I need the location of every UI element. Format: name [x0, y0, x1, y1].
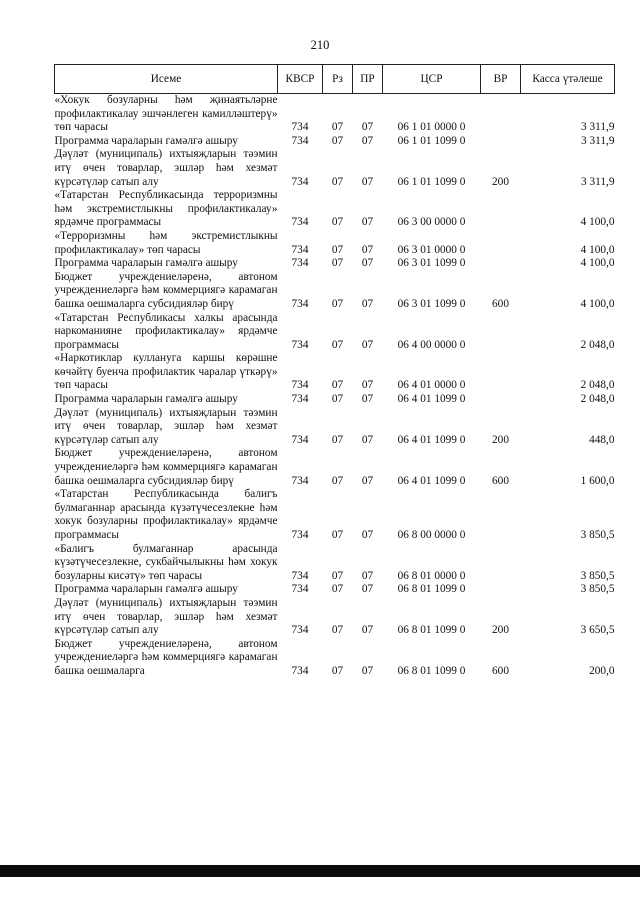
cell-name: Дәүләт (муниципаль) ихтыяҗларын тәэмин итү өчен товарлар, эшләр һәм хезмәт күрсәтүләр сатып алу: [54, 148, 278, 188]
cell-pr: 07: [361, 297, 374, 310]
table-row: [55, 230, 615, 257]
cell-amount: 3 850,5: [580, 529, 615, 541]
table-row: [55, 135, 615, 149]
cell-pr: 07: [361, 121, 374, 134]
cell-vr: [481, 393, 521, 407]
cell-vr: [481, 189, 521, 230]
table-row: [55, 271, 615, 312]
cell-kvsr: 734: [291, 175, 309, 188]
cell-name: Бюджет учреждениеләренә, автоном учреждениеләргә һәм коммерциягә карамаган башка оешмаларга субсидияләр бирү: [54, 447, 278, 487]
cell-pr: 07: [361, 257, 374, 270]
cell-rz: 07: [331, 175, 344, 188]
cell-rz: 07: [331, 216, 344, 229]
cell-csr: 06 8 01 1099 0: [397, 583, 466, 596]
cell-rz: 07: [331, 664, 344, 677]
cell-name: Дәүләт (муниципаль) ихтыяҗларын тәэмин итү өчен товарлар, эшләр һәм хезмәт күрсәтүләр сатып алу: [54, 596, 278, 637]
cell-kvsr: 734: [291, 338, 309, 351]
table-row: [55, 312, 615, 353]
cell-rz: 07: [331, 569, 344, 582]
cell-kvsr: 734: [291, 569, 309, 582]
column-header-kvsr: КВСР: [278, 65, 323, 94]
cell-amount: 448,0: [589, 433, 615, 446]
cell-csr: 06 4 01 1099 0: [397, 393, 466, 406]
column-header-name: Исеме: [55, 65, 278, 94]
cell-amount: 3 311,9: [581, 134, 615, 147]
cell-kvsr: 734: [291, 664, 309, 677]
cell-vr: 200: [492, 175, 509, 188]
table-row: [55, 638, 615, 679]
cell-pr: 07: [361, 624, 374, 637]
cell-rz: 07: [331, 243, 344, 256]
cell-vr: 200: [492, 433, 509, 446]
cell-amount: 1 600,0: [580, 474, 615, 487]
cell-name: «Татарстан Республикасында балигъ булмаганнар арасында күзәтүчесезлекне һәм хокук бозуларны профилактикалау» ярдәмче программасы: [54, 488, 278, 541]
table-row: [55, 597, 615, 638]
cell-pr: 07: [361, 583, 374, 596]
table-row: [55, 257, 615, 271]
cell-amount: 200,0: [589, 664, 615, 677]
cell-kvsr: 734: [291, 257, 309, 270]
cell-name: Программа чараларын гамәлгә ашыру: [54, 134, 238, 147]
cell-name: Бюджет учреждениеләренә, автоном учреждениеләргә һәм коммерциягә карамаган башка оешмаларга субсидияләр бирү: [54, 270, 278, 310]
cell-amount: 3 311,9: [581, 121, 615, 134]
cell-amount: 2 048,0: [580, 338, 615, 351]
cell-name: «Татарстан Республикасы халкы арасында наркоманияне профилактикалау» ярдәмче программасы: [54, 311, 278, 351]
cell-kvsr: 734: [291, 474, 309, 487]
cell-csr: 06 4 01 0000 0: [397, 379, 466, 392]
column-header-csr: ЦСР: [383, 65, 481, 94]
cell-pr: 07: [361, 529, 374, 541]
cell-vr: [481, 488, 521, 542]
cell-rz: 07: [331, 393, 344, 406]
cell-vr: [481, 257, 521, 271]
cell-name: «Хокук бозуларны һәм җинаятьләрне профилактикалау эшчәнлеген камилләштерү» төп чарасы: [54, 94, 278, 134]
cell-vr: [481, 543, 521, 584]
table-row: [55, 583, 615, 597]
cell-name: «Балигъ булмаганнар арасында күзәтүчесезлекне, сукбайчылыкны һәм хокук бозуларны кисәтү» төп чарасы: [54, 542, 278, 582]
cell-pr: 07: [361, 474, 374, 487]
cell-csr: 06 3 01 0000 0: [397, 243, 466, 256]
cell-pr: 07: [361, 216, 374, 229]
cell-name: Программа чараларын гамәлгә ашыру: [54, 257, 238, 270]
cell-name: Программа чараларын гамәлгә ашыру: [54, 583, 238, 596]
cell-csr: 06 8 01 0000 0: [397, 569, 466, 582]
cell-rz: 07: [331, 379, 344, 392]
cell-vr: 600: [492, 664, 509, 677]
cell-amount: 3 311,9: [581, 175, 615, 188]
cell-csr: 06 4 01 1099 0: [397, 474, 466, 487]
cell-pr: 07: [361, 664, 374, 677]
cell-kvsr: 734: [291, 393, 309, 406]
cell-name: Дәүләт (муниципаль) ихтыяҗларын тәэмин итү өчен товарлар, эшләр һәм хезмәт күрсәтүләр сатып алу: [54, 406, 278, 446]
cell-rz: 07: [331, 624, 344, 637]
cell-amount: 2 048,0: [580, 393, 615, 406]
table-row: [55, 94, 615, 135]
cell-kvsr: 734: [291, 216, 309, 229]
cell-name: «Терроризмны һәм экстремистлыкны профилактикалау» төп чарасы: [54, 229, 278, 256]
cell-csr: 06 3 00 0000 0: [397, 216, 466, 229]
cell-rz: 07: [331, 433, 344, 446]
cell-vr: [481, 312, 521, 353]
cell-amount: 3 850,5: [580, 569, 615, 582]
column-header-pr: ПР: [353, 65, 383, 94]
table-row: [55, 189, 615, 230]
cell-pr: 07: [361, 175, 374, 188]
cell-amount: 2 048,0: [580, 379, 615, 392]
cell-rz: 07: [331, 583, 344, 596]
cell-kvsr: 734: [291, 433, 309, 446]
cell-vr: 200: [492, 624, 509, 637]
cell-kvsr: 734: [291, 134, 309, 147]
table-row: [55, 407, 615, 448]
cell-kvsr: 734: [291, 624, 309, 637]
cell-pr: 07: [361, 393, 374, 406]
cell-rz: 07: [331, 338, 344, 351]
cell-amount: 4 100,0: [580, 257, 615, 270]
cell-rz: 07: [331, 121, 344, 134]
cell-vr: [481, 583, 521, 597]
cell-csr: 06 8 00 0000 0: [397, 529, 466, 541]
cell-csr: 06 8 01 1099 0: [397, 624, 466, 637]
cell-name: «Наркотиклар куллануга каршы көрәшне көчәйтү буенча профилактик чаралар үткәрү» төп чарасы: [54, 352, 278, 392]
budget-table: [54, 64, 615, 679]
cell-amount: 3 850,5: [580, 583, 615, 596]
scan-edge-bar: [0, 865, 640, 877]
table-row: [55, 148, 615, 189]
cell-rz: 07: [331, 134, 344, 147]
cell-csr: 06 1 01 1099 0: [397, 175, 466, 188]
cell-amount: 3 650,5: [580, 624, 615, 637]
table-row: [55, 488, 615, 542]
cell-csr: 06 3 01 1099 0: [397, 257, 466, 270]
cell-pr: 07: [361, 433, 374, 446]
cell-amount: 4 100,0: [580, 216, 615, 229]
cell-pr: 07: [361, 243, 374, 256]
cell-csr: 06 8 01 1099 0: [397, 664, 466, 677]
table-row: [55, 393, 615, 407]
cell-rz: 07: [331, 529, 344, 541]
cell-csr: 06 3 01 1099 0: [397, 297, 466, 310]
column-header-rz: Рз: [323, 65, 353, 94]
cell-vr: [481, 135, 521, 149]
cell-vr: 600: [492, 297, 509, 310]
cell-vr: [481, 230, 521, 257]
cell-kvsr: 734: [291, 243, 309, 256]
cell-csr: 06 1 01 0000 0: [397, 121, 466, 134]
cell-pr: 07: [361, 134, 374, 147]
cell-csr: 06 1 01 1099 0: [397, 134, 466, 147]
cell-rz: 07: [331, 257, 344, 270]
cell-amount: 4 100,0: [580, 297, 615, 310]
cell-name: Программа чараларын гамәлгә ашыру: [54, 393, 238, 406]
cell-vr: [481, 352, 521, 393]
cell-name: «Татарстан Республикасында терроризмны һәм экстремистлыкны профилактикалау» ярдәмче программасы: [54, 189, 278, 229]
cell-pr: 07: [361, 569, 374, 582]
cell-pr: 07: [361, 338, 374, 351]
cell-kvsr: 734: [291, 297, 309, 310]
cell-kvsr: 734: [291, 583, 309, 596]
cell-vr: 600: [492, 474, 509, 487]
cell-pr: 07: [361, 379, 374, 392]
cell-kvsr: 734: [291, 379, 309, 392]
cell-name: Бюджет учреждениеләренә, автоном учреждениеләргә һәм коммерциягә карамаган башка оешмаларга: [54, 637, 278, 677]
cell-kvsr: 734: [291, 121, 309, 134]
table-row: [55, 447, 615, 488]
cell-vr: [481, 94, 521, 135]
cell-kvsr: 734: [291, 529, 309, 541]
table-row: [55, 543, 615, 584]
cell-rz: 07: [331, 297, 344, 310]
table-row: [55, 352, 615, 393]
cell-rz: 07: [331, 474, 344, 487]
cell-csr: 06 4 00 0000 0: [397, 338, 466, 351]
column-header-vr: ВР: [481, 65, 521, 94]
table-header-row: [55, 65, 615, 94]
cell-csr: 06 4 01 1099 0: [397, 433, 466, 446]
table-body: [55, 94, 615, 679]
column-header-amount: Касса үтәлеше: [521, 65, 615, 94]
cell-amount: 4 100,0: [580, 243, 615, 256]
page-number: 210: [310, 38, 330, 52]
